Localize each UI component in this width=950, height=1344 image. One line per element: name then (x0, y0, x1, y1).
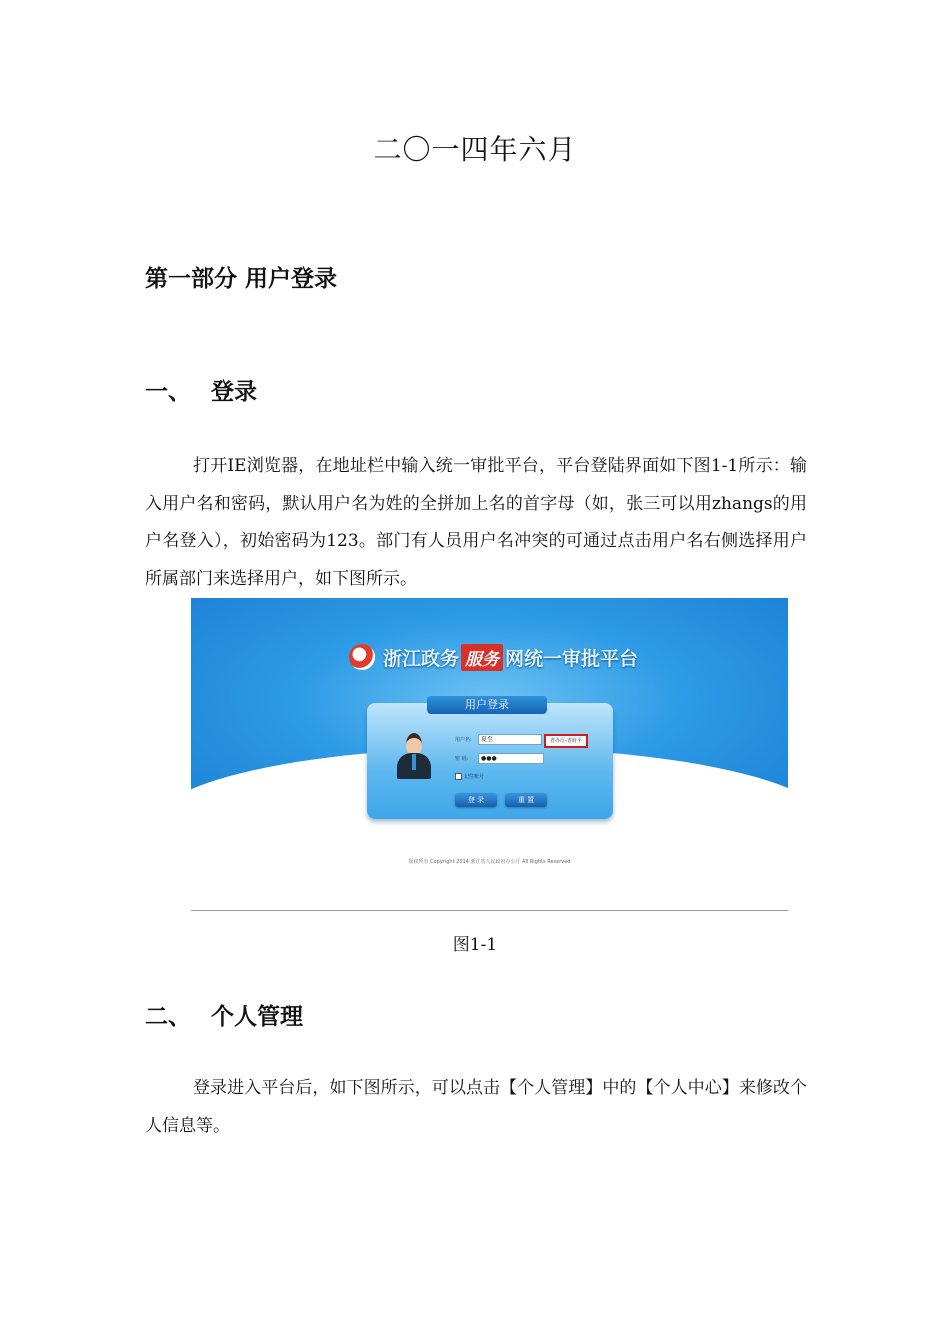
part-heading: 第一部分 用户登录 (145, 266, 338, 292)
section-heading-login (145, 373, 257, 406)
login-panel-title: 用户登录 (427, 696, 547, 714)
brand-text-2: 服务 (461, 644, 503, 671)
reset-button[interactable]: 重 置 (505, 793, 547, 807)
brand-text-1: 浙江政务 (383, 647, 460, 670)
date-title: 二〇一四年六月 (373, 133, 577, 166)
section-number: 一、 (145, 379, 191, 405)
department-select-button[interactable]: 省办厅-省府平 (544, 734, 588, 748)
figure-caption: 图1-1 (452, 935, 498, 955)
remember-checkbox[interactable] (455, 773, 462, 780)
figure-divider (191, 910, 788, 911)
login-button[interactable]: 登 录 (455, 793, 497, 807)
login-paragraph: 打开IE浏览器，在地址栏中输入统一审批平台，平台登陆界面如下图1-1所示：输入用户名和密码，默认用户名为姓的全拼加上名的首字母（如，张三可以用zhangs的用户名登入），初始密码为123。部门有人员用户名冲突的可通过点击用户名右侧选择用户所属部门来选择用户，如下图所示。 (145, 456, 807, 589)
username-input[interactable]: 夏至 (478, 734, 542, 745)
username-label: 用户名: (455, 737, 472, 743)
section-title: 登录 (211, 379, 257, 405)
section-title: 个人管理 (211, 1004, 303, 1030)
remember-label: 记住账号 (464, 774, 485, 780)
password-label: 密 码: (455, 756, 469, 762)
login-screenshot (191, 598, 788, 880)
platform-brand (349, 642, 638, 672)
emblem-icon (349, 644, 375, 670)
password-input[interactable]: ●●● (478, 753, 544, 764)
copyright-text: 版权所有 Copyright 2014 浙江省人民政府办公厅 All Rights Reserved (408, 859, 571, 865)
section-number: 二、 (145, 1004, 191, 1030)
login-panel (367, 698, 613, 819)
section-heading-personal (145, 998, 303, 1031)
user-avatar-icon (397, 733, 431, 779)
personal-paragraph: 登录进入平台后，如下图所示，可以点击【个人管理】中的【个人中心】来修改个人信息等。 (145, 1078, 807, 1136)
brand-text-3: 网统一审批平台 (505, 647, 639, 670)
